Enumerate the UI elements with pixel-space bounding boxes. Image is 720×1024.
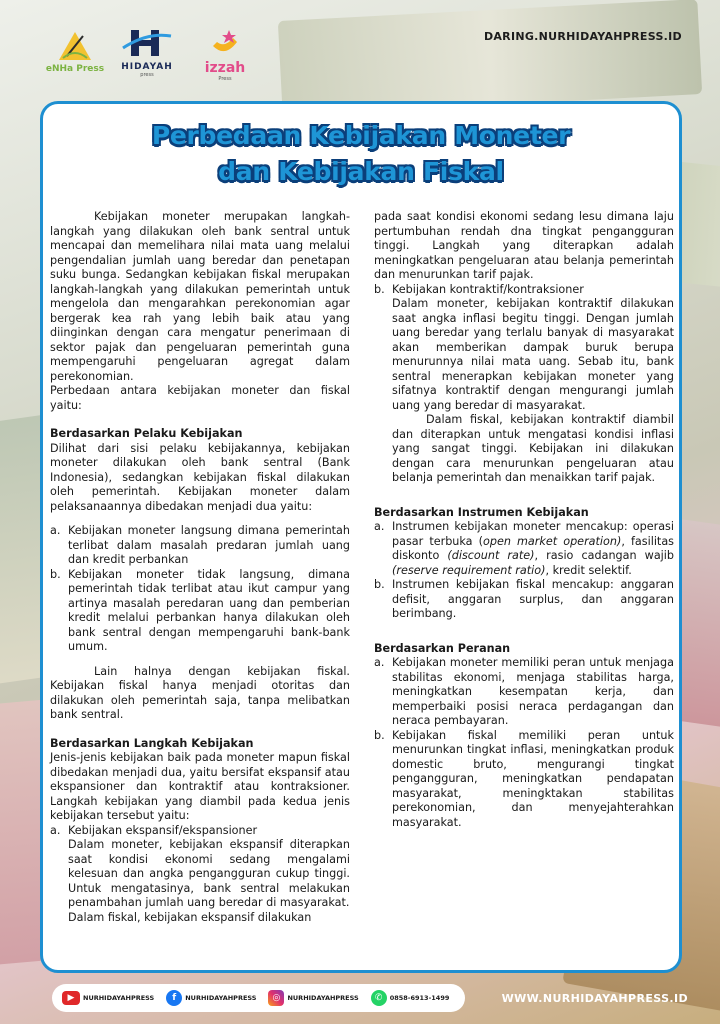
list-item <box>50 568 350 655</box>
article-card <box>40 101 682 973</box>
kontraktif-fiskal-paragraph: Dalam fiskal, kebijakan kontraktif diambil dan diterapkan untuk mengatasi kondisi inflasi yang sangat tinggi. Kebijakan ini dilakukan dengan cara menurunkan pengeluaran atau belanja pemerintah dan menaikkan tarif pajak. <box>392 413 674 484</box>
page-title <box>43 118 679 190</box>
list-label: b. <box>374 578 385 591</box>
social-label: 0858-6913-1499 <box>389 994 450 1002</box>
footer <box>0 976 720 1024</box>
facebook-icon: f <box>166 990 182 1006</box>
list-text: Kebijakan moneter tidak langsung, dimana pemerintah tidak terlibat atau ikut campur yang artinya masalah peredaran uang dan pemberian kredit melalui perbankan hanya dilakukan oleh bank sentral dengan mempengaruhi bank-bank umum. <box>68 567 350 653</box>
list-label: b. <box>50 567 61 581</box>
langkah-paragraph: Jenis-jenis kebijakan baik pada moneter mapun fiskal dibedakan menjadi dua, yaitu bersifat ekspansif atau ekspansioner dan kontraktif atau kontraksioner. Langkah kebijakan yang diambil pada kedua jenis kebijakan tersebut yaitu: <box>50 751 350 822</box>
list-item <box>50 824 350 839</box>
site-url-bottom[interactable]: WWW.NURHIDAYAHPRESS.ID <box>501 992 688 1005</box>
list-text: Kebijakan kontraktif/kontraksioner <box>392 282 584 296</box>
pelaku-paragraph: Dilihat dari sisi pelaku kebijakannya, kebijakan moneter dilakukan oleh bank sentral (Bank Indonesia), sedangkan kebijakan fiskal dilakukan oleh pemerintah. Kebijakan moneter dalam pelaksanaannya dibedakan menjadi dua yaitu: <box>50 441 350 513</box>
title-line-2: dan Kebijakan Fiskal <box>218 157 504 186</box>
pelaku-closing-paragraph: Lain halnya dengan kebijakan fiskal. Kebijakan fiskal hanya menjadi otoritas dan dilakukan oleh pemerintah saja, tanpa melibatkan bank sentral. <box>50 664 350 721</box>
site-url-top[interactable]: DARING.NURHIDAYAHPRESS.ID <box>483 30 682 43</box>
italic-term: (discount rate) <box>447 549 535 562</box>
izzah-press-logo <box>190 28 260 82</box>
list-item <box>374 729 674 831</box>
hidayah-h-icon <box>121 26 173 60</box>
ekspansif-fiskal-paragraph: Dalam fiskal, kebijakan ekspansif dilakukan <box>68 910 312 924</box>
section-heading-langkah: Berdasarkan Langkah Kebijakan <box>50 736 254 750</box>
left-column <box>50 210 350 925</box>
section-heading-instrumen: Berdasarkan Instrumen Kebijakan <box>374 505 589 519</box>
kontraktif-moneter-paragraph: Dalam moneter, kebijakan kontraktif dilakukan saat angka inflasi begitu tinggi. Dengan jumlah uang beredar yang terlalu banyak di masyarakat akan memberikan dampak buruk berupa menurunnya nilai mata uang. Sebab itu, bank sentral menerapkan kebijakan moneter yang sifatnya kontraktif dengan mengurangi jumlah uang yang beredar di masyarakat. <box>392 297 674 412</box>
izzah-logo-sub: Press <box>218 76 232 82</box>
list-item <box>374 578 674 622</box>
social-label: NURHIDAYAHPRESS <box>83 994 155 1002</box>
list-label: a. <box>374 520 385 533</box>
text-run: Instrumen kebijakan moneter mencakup: operasi pasar terbuka ( <box>392 520 674 548</box>
intro-paragraph: Kebijakan moneter merupakan langkah-langkah yang dilakukan oleh bank sentral untuk mencapai dan memelihara nilai mata uang melalui pengendalian jumlah uang beredar dan penetapan suku bunga. Sedangkan kebijakan fiskal merupakan langkah-langkah yang dilakukan pemerintah untuk mengelola dan mengarahkan perekonomian agar bergerak kea rah yang lebih baik atau yang diinginkan dengan cara mengatur penerimaan di sektor pajak dan pengeluaran pemerintah guna mempengaruhi pengeluaran agregat dalam perekonomian. <box>50 210 350 383</box>
text-run: , fasilitas diskonto <box>392 534 675 562</box>
hidayah-press-logo <box>112 26 182 78</box>
section-heading-peranan: Berdasarkan Peranan <box>374 641 511 655</box>
right-column <box>374 210 674 830</box>
social-label: NURHIDAYAHPRESS <box>287 994 359 1002</box>
list-text: Instrumen kebijakan fiskal mencakup: anggaran defisit, anggaran surplus, dan anggaran berimbang. <box>392 578 674 620</box>
continued-paragraph: pada saat kondisi ekonomi sedang lesu dimana laju pertumbuhan rendah dna tingkat pengangguran tinggi. Langkah yang diterapkan adalah meningkatkan pengeluaran atau belanja pemerintah dan menurunkan tarif pajak. <box>374 210 674 281</box>
list-label: a. <box>50 823 61 837</box>
list-item <box>374 283 674 298</box>
list-text: Kebijakan ekspansif/ekspansioner <box>68 823 258 837</box>
italic-term: (reserve requirement ratio) <box>392 563 546 577</box>
social-youtube[interactable] <box>62 991 154 1005</box>
list-item <box>50 524 350 568</box>
hidayah-logo-text: HIDAYAH <box>121 62 173 72</box>
whatsapp-icon: ✆ <box>371 990 387 1006</box>
list-text: Kebijakan moneter memiliki peran untuk menjaga stabilitas ekonomi, menjaga stabilitas harga, meningkatkan kesempatan kerja, dan memperbaiki posisi neraca perdagangan dan neraca pembayaran. <box>392 656 674 727</box>
list-label: a. <box>374 656 385 669</box>
enha-pen-icon <box>57 30 93 62</box>
youtube-icon: ▶ <box>62 991 80 1005</box>
text-run: , rasio cadangan wajib <box>534 549 674 562</box>
list-label: b. <box>374 728 385 742</box>
ekspansif-moneter-paragraph: Dalam moneter, kebijakan ekspansif diterapkan saat kondisi ekonomi sedang mengalami kelesuan dan angka pengangguran cukup tinggi. Untuk mengatasinya, bank sentral melakukan penambahan jumlah uang beredar di masyarakat. <box>68 838 350 909</box>
social-instagram[interactable] <box>268 990 358 1006</box>
list-text: Kebijakan moneter langsung dimana pemerintah terlibat dalam masalah predaran jumlah uang dan kredit perbankan <box>68 524 350 566</box>
social-whatsapp[interactable] <box>371 990 450 1006</box>
list-label: b. <box>374 282 385 296</box>
intro-paragraph-2: Perbedaan antara kebijakan moneter dan fiskal yaitu: <box>50 384 350 412</box>
izzah-logo-text: izzah <box>204 60 246 76</box>
header <box>0 0 720 100</box>
enha-press-logo <box>40 30 110 74</box>
hidayah-logo-sub: press <box>140 72 154 78</box>
list-label: a. <box>50 524 61 537</box>
list-text: Kebijakan fiskal memiliki peran untuk menurunkan tingkat inflasi, meningkatkan produk domestic bruto, mengurangi tingkat pengangguran, meningkatkan pendapatan masyarakat, meningktakan stabilitas perekonomian, dan menyejahterahkan masyarakat. <box>392 728 674 829</box>
social-facebook[interactable] <box>166 990 256 1006</box>
izzah-hand-icon <box>207 28 243 58</box>
text-run: , kredit selektif. <box>545 563 632 577</box>
section-heading-pelaku: Berdasarkan Pelaku Kebijakan <box>50 427 243 440</box>
social-label: NURHIDAYAHPRESS <box>185 994 257 1002</box>
list-item <box>374 520 674 578</box>
italic-term: open market operation) <box>483 534 622 548</box>
social-bar <box>52 984 465 1012</box>
list-item <box>374 656 674 729</box>
list-text <box>392 520 674 578</box>
instagram-icon: ◎ <box>268 990 284 1006</box>
enha-logo-text: eNHa Press <box>45 64 105 74</box>
title-line-1: Perbedaan Kebijakan Moneter <box>151 121 571 150</box>
